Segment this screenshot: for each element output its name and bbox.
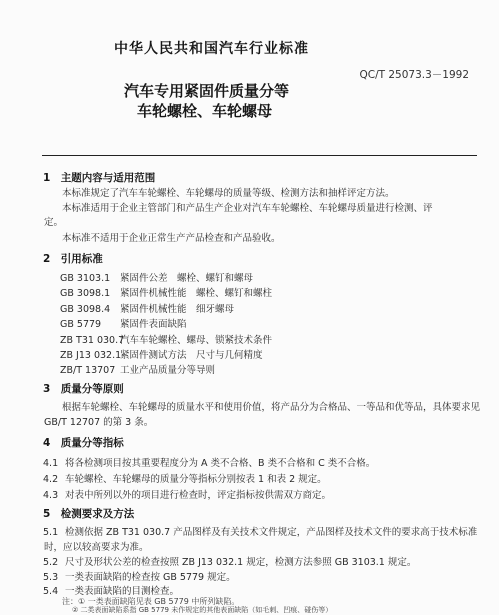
section-5-heading: 5 检测要求及方法: [43, 508, 135, 520]
reference-item: GB 5779 紧固件表面缺陷: [60, 319, 187, 330]
clause-item: 4.3 对表中所列以外的项目进行检查时，评定指标按供需双方商定。: [43, 490, 332, 501]
document-title-line2: 车轮螺栓、车轮螺母: [137, 102, 273, 120]
clause-item: 4.2 车轮螺栓、车轮螺母的质量分等指标分别按表 1 和表 2 规定。: [43, 474, 327, 485]
reference-item: ZB T31 030.7汽车车轮螺栓、螺母、锁紧技术条件: [60, 335, 273, 346]
section-1-para-1: 本标准规定了汽车车轮螺栓、车轮螺母的质量等级、检测方法和抽样评定方法。: [62, 188, 395, 199]
clause-item: 5.4 一类表面缺陷的目测检查。: [43, 586, 180, 597]
section-3-para-1: 根据车轮螺栓、车轮螺母的质量水平和使用价值，将产品分为合格品、一等品和优等品，具体要求见: [62, 402, 481, 413]
document-title-line1: 汽车专用紧固件质量分等: [124, 82, 290, 100]
clause-item: 5.2 尺寸及形状公差的检查按照 ZB J13 032.1 规定，检测方法参照 GB 3103.1 规定。: [43, 557, 417, 568]
reference-item: GB 3098.1 紧固件机械性能 螺栓、螺钉和螺柱: [60, 288, 273, 299]
standard-org-title: 中华人民共和国汽车行业标准: [114, 41, 309, 57]
clause-item: 5.1 检测依据 ZB T31 030.7 产品图样及有关技术文件规定，产品图样及技术文件的要求高于技术标准: [43, 527, 478, 538]
section-3-heading: 3 质量分等原则: [43, 383, 124, 395]
note-line-2: ② 二类表面缺陷系指 GB 5779 未作规定的其他表面缺陷（如毛刺、凹痕、碰伤等）: [72, 606, 333, 614]
clause-item-continuation: 时，应以较高要求为准。: [44, 542, 149, 553]
clause-item: 5.3 一类表面缺陷的检查按 GB 5779 规定。: [43, 572, 236, 583]
header-divider: [42, 155, 477, 156]
reference-item: GB 3103.1 紧固件公差 螺栓、螺钉和螺母: [60, 273, 254, 284]
standard-code: QC/T 25073.3－1992: [359, 69, 469, 81]
reference-item: ZB/T 13707 工业产品质量分等导则: [60, 365, 216, 376]
section-2-heading: 2 引用标准: [43, 253, 103, 265]
clause-item: 4.1 将各检测项目按其重要程度分为 A 类不合格、B 类不合格和 C 类不合格。: [43, 458, 376, 469]
section-3-para-2: GB/T 12707 的第 3 条。: [44, 417, 154, 428]
reference-item: GB 3098.4 紧固件机械性能 细牙螺母: [60, 304, 235, 315]
section-1-para-2a: 本标准适用于企业主管部门和产品生产企业对汽车车轮螺栓、车轮螺母质量进行检测、评: [62, 203, 433, 214]
section-1-heading: 1 主题内容与适用范围: [43, 172, 156, 184]
note-line-1: 注：① 一类表面缺陷见表 GB 5779 中所列缺陷。: [62, 597, 240, 606]
section-1-para-3: 本标准不适用于企业正常生产产品检查和产品验收。: [62, 233, 281, 244]
reference-item: ZB J13 032.1紧固件测试方法 尺寸与几何精度: [60, 350, 263, 361]
section-1-para-2b: 定。: [44, 217, 64, 228]
section-4-heading: 4 质量分等指标: [43, 437, 124, 449]
